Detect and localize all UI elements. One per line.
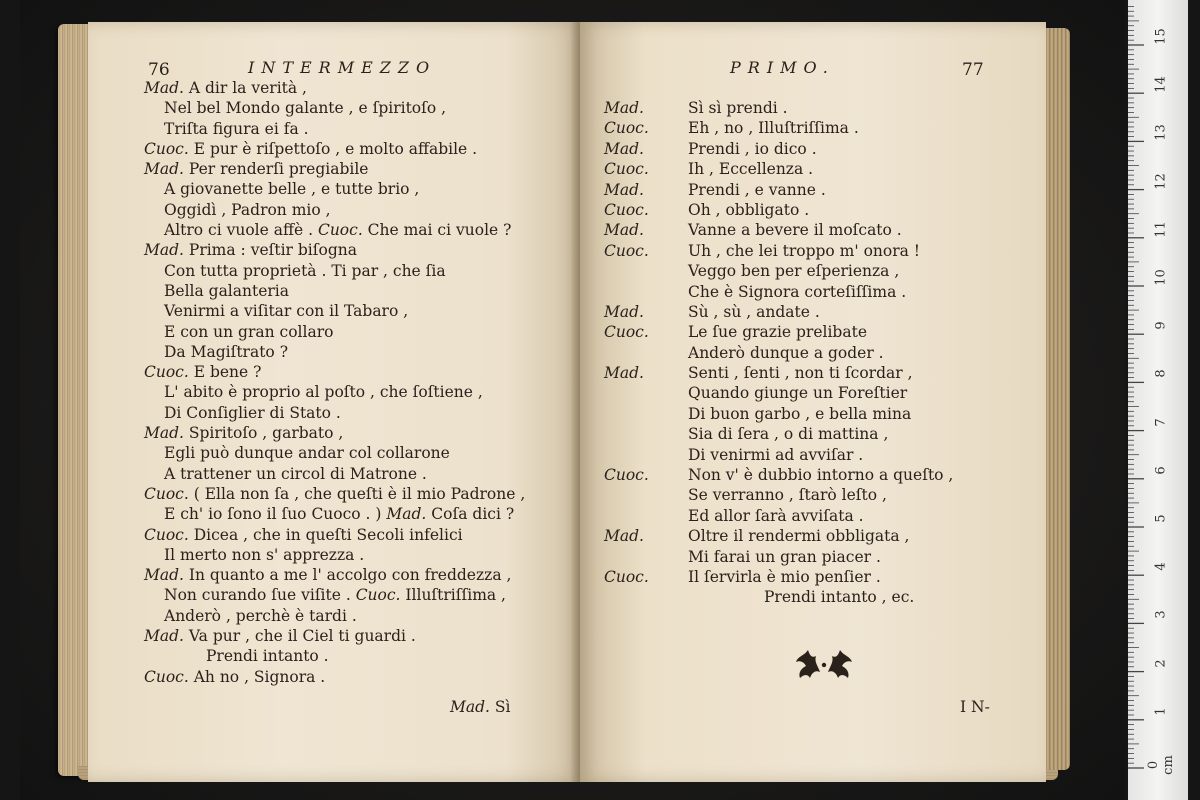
text-line bbox=[144, 585, 525, 605]
verse-text: Eh , no , Illuſtriſſima . bbox=[688, 119, 859, 138]
speaker-label: Cuoc. bbox=[604, 466, 649, 485]
text-line bbox=[144, 464, 525, 484]
verse-text: Dicea , che in queſti Secoli infelici bbox=[193, 525, 463, 544]
text-line bbox=[144, 403, 525, 423]
text-line bbox=[604, 139, 1034, 159]
verse-text: Prendi intanto . bbox=[206, 647, 329, 666]
verse-text: Di Conſiglier di Stato . bbox=[164, 403, 341, 422]
text-line bbox=[144, 565, 525, 585]
verse-text: Che mai ci vuole ? bbox=[367, 221, 512, 240]
verse-text: Le ſue grazie prelibate bbox=[688, 323, 867, 342]
speaker-label: Cuoc. bbox=[313, 221, 368, 240]
text-line bbox=[604, 200, 1034, 220]
text-line bbox=[144, 423, 525, 443]
page-edges-right bbox=[1046, 28, 1070, 770]
left-page-text bbox=[144, 78, 525, 687]
ruler-label: 7 bbox=[1153, 417, 1169, 427]
text-line bbox=[144, 545, 525, 565]
text-line bbox=[144, 139, 525, 159]
text-line bbox=[144, 504, 525, 524]
verse-text: Oh , obbligato . bbox=[688, 200, 810, 219]
verse-text: Uh , che lei troppo m' onora ! bbox=[688, 241, 921, 260]
verse-text: Oltre il rendermi obbligata , bbox=[688, 527, 910, 546]
ruler-label: 2 bbox=[1153, 658, 1169, 668]
text-line bbox=[604, 547, 1034, 567]
verse-text: Di venirmi ad avviſar . bbox=[688, 445, 864, 464]
ruler-label: 12 bbox=[1153, 172, 1169, 190]
verse-text: Sù , sù , andate . bbox=[688, 302, 820, 321]
speaker-label: Mad. bbox=[144, 627, 189, 646]
text-line bbox=[604, 465, 1034, 485]
verse-text: Ed allor ſarà avviſata . bbox=[688, 506, 864, 525]
text-line bbox=[144, 179, 525, 199]
verse-text: A trattener un circol di Matrone . bbox=[164, 464, 427, 483]
left-catchword bbox=[450, 698, 510, 716]
text-line bbox=[144, 443, 525, 463]
verse-text: Anderò dunque a goder . bbox=[688, 343, 884, 362]
speaker-label: Mad. bbox=[144, 160, 189, 179]
verse-text: Non curando ſue viſite . bbox=[164, 586, 351, 605]
text-line bbox=[144, 261, 525, 281]
speaker-label: Cuoc. bbox=[144, 484, 194, 503]
speaker-label: Cuoc. bbox=[604, 200, 649, 219]
verse-text: In quanto a me l' accolgo con freddezza , bbox=[188, 566, 512, 585]
verse-text: E ch' io ſono il ſuo Cuoco . ) bbox=[164, 505, 382, 524]
open-book bbox=[58, 14, 1070, 784]
text-line bbox=[604, 424, 1034, 444]
verse-text: Il merto non s' apprezza . bbox=[164, 545, 365, 564]
speaker-label: Mad. bbox=[604, 139, 644, 158]
verse-text: E pur è riſpettoſo , e molto affabile . bbox=[193, 139, 478, 158]
verse-text: Se verranno , ſtarò leſto , bbox=[688, 486, 887, 505]
verse-text: Mi farai un gran piacer . bbox=[688, 547, 881, 566]
ruler-label: 6 bbox=[1153, 466, 1169, 475]
ruler-label: 13 bbox=[1153, 124, 1169, 142]
speaker-label: Cuoc. bbox=[144, 363, 194, 382]
speaker-label: Cuoc. bbox=[350, 586, 406, 605]
text-line bbox=[144, 525, 525, 545]
speaker-label: Mad. bbox=[144, 79, 189, 97]
text-line bbox=[144, 646, 525, 666]
speaker-label: Cuoc. bbox=[144, 139, 194, 158]
verse-text: A giovanette belle , e tutte brio , bbox=[164, 180, 420, 199]
text-line bbox=[144, 342, 525, 362]
verse-text: Ah no , Signora . bbox=[193, 667, 326, 686]
text-line bbox=[144, 159, 525, 179]
text-line bbox=[604, 302, 1034, 322]
verse-text: Che è Signora corteſiſſima . bbox=[688, 282, 907, 301]
verse-text: Vanne a bevere il moſcato . bbox=[688, 221, 902, 240]
text-line bbox=[144, 667, 525, 687]
speaker-label: Mad. bbox=[604, 99, 644, 117]
ruler-label: 11 bbox=[1153, 221, 1169, 238]
speaker-label: Cuoc. bbox=[604, 119, 649, 138]
verse-text: Il ſervirla è mio penſier . bbox=[688, 567, 881, 586]
text-line bbox=[604, 220, 1034, 240]
speaker-label: Mad. bbox=[144, 566, 189, 585]
ruler-label: 9 bbox=[1153, 321, 1169, 330]
text-line bbox=[144, 626, 525, 646]
left-page-number: 76 bbox=[148, 60, 170, 80]
text-line bbox=[604, 383, 1034, 403]
text-line bbox=[604, 587, 1034, 607]
verse-text: Quando giunge un Foreſtier bbox=[688, 384, 908, 403]
text-line bbox=[604, 445, 1034, 465]
speaker-label: Mad. bbox=[604, 364, 644, 383]
speaker-label: Mad. bbox=[604, 302, 644, 321]
verse-text: Coſa dici ? bbox=[431, 505, 515, 524]
speaker-label: Cuoc. bbox=[604, 323, 649, 342]
speaker-label: Cuoc. bbox=[144, 667, 194, 686]
verse-text: A dir la verità , bbox=[188, 79, 307, 97]
speaker-label: Cuoc. bbox=[604, 567, 649, 586]
ruler-label: 5 bbox=[1153, 514, 1169, 523]
text-line bbox=[604, 159, 1034, 179]
verse-text: Altro ci vuole affè . bbox=[164, 221, 314, 240]
text-line bbox=[604, 485, 1034, 505]
text-line bbox=[604, 567, 1034, 587]
text-line bbox=[144, 606, 525, 626]
ruler-label: 14 bbox=[1153, 76, 1169, 93]
verse-text: Sì sì prendi . bbox=[688, 99, 788, 117]
verse-text: Prendi , io dico . bbox=[688, 139, 817, 158]
verse-text: E bene ? bbox=[193, 363, 262, 382]
verse-text: Prendi , e vanne . bbox=[688, 180, 826, 199]
verse-text: Illuſtriſſima , bbox=[405, 586, 506, 605]
text-line bbox=[144, 240, 525, 260]
text-line bbox=[144, 382, 525, 402]
text-line bbox=[144, 200, 525, 220]
verse-text: Prima : veſtir biſogna bbox=[188, 241, 357, 260]
text-line bbox=[604, 282, 1034, 302]
text-line bbox=[604, 343, 1034, 363]
speaker-label: Cuoc. bbox=[144, 525, 194, 544]
text-line bbox=[144, 119, 525, 139]
speaker-label: Mad. bbox=[144, 241, 189, 260]
verse-text: Va pur , che il Ciel ti guardi . bbox=[188, 627, 416, 646]
speaker-label: Mad. bbox=[604, 221, 644, 240]
verse-text: Veggo ben per eſperienza , bbox=[688, 262, 900, 281]
right-page-text bbox=[604, 98, 1034, 608]
verse-text: Triſta figura ei fa . bbox=[164, 119, 309, 138]
text-line bbox=[604, 241, 1034, 261]
verse-text: Sia di ſera , o di mattina , bbox=[688, 425, 889, 444]
ruler-label: 1 bbox=[1153, 707, 1169, 716]
verse-text: Oggidì , Padron mio , bbox=[164, 200, 331, 219]
verse-text: Per renderſi pregiabile bbox=[188, 160, 369, 179]
speaker-label: Mad. bbox=[604, 527, 644, 546]
left-running-head: INTERMEZZO bbox=[248, 58, 437, 77]
measuring-ruler bbox=[1128, 0, 1188, 800]
verse-text: Con tutta proprietà . Ti par , che ſia bbox=[164, 261, 446, 280]
verse-text: Bella galanteria bbox=[164, 281, 289, 300]
right-page-number: 77 bbox=[962, 60, 984, 80]
catchword-text: Sì bbox=[494, 698, 511, 716]
left-page bbox=[88, 22, 580, 782]
text-line bbox=[144, 301, 525, 321]
verse-text: Venirmi a viſitar con il Tabaro , bbox=[164, 302, 409, 321]
catchword-speaker: Mad. bbox=[450, 698, 490, 716]
text-line bbox=[604, 322, 1034, 342]
speaker-label: Cuoc. bbox=[604, 160, 649, 179]
speaker-label: Mad. bbox=[381, 505, 432, 524]
text-line bbox=[144, 281, 525, 301]
speaker-label: Mad. bbox=[144, 424, 189, 443]
verse-text: Non v' è dubbio intorno a queſto , bbox=[688, 466, 954, 485]
verse-text: Anderò , perchè è tardi . bbox=[164, 606, 357, 625]
verse-text: ( Ella non ſa , che queſti è il mio Padrone , bbox=[193, 484, 526, 503]
text-line bbox=[604, 506, 1034, 526]
text-line bbox=[604, 404, 1034, 424]
text-line bbox=[144, 78, 525, 98]
verse-text: Di buon garbo , e bella mina bbox=[688, 404, 912, 423]
verse-text: Spiritoſo , garbato , bbox=[188, 424, 344, 443]
verse-text: Ih , Eccellenza . bbox=[688, 160, 814, 179]
right-page bbox=[580, 22, 1046, 782]
verse-text: Senti , ſenti , non ti ſcordar , bbox=[688, 364, 913, 383]
verse-text: Nel bel Mondo galante , e ſpiritoſo , bbox=[164, 99, 447, 118]
verse-text: L' abito è proprio al poſto , che ſoſtiene , bbox=[164, 383, 483, 402]
verse-text: Da Magiſtrato ? bbox=[164, 342, 288, 361]
ruler-label: 4 bbox=[1153, 562, 1169, 571]
ruler-label: 15 bbox=[1153, 28, 1169, 45]
speaker-label: Cuoc. bbox=[604, 241, 649, 260]
text-line bbox=[144, 220, 525, 240]
ruler-label: 10 bbox=[1153, 269, 1169, 286]
text-line bbox=[604, 363, 1034, 383]
verse-text: Egli può dunque andar col collarone bbox=[164, 444, 450, 463]
ruler-label: 8 bbox=[1153, 369, 1169, 379]
text-line bbox=[604, 180, 1034, 200]
text-line bbox=[604, 98, 1034, 118]
text-line bbox=[604, 118, 1034, 138]
text-line bbox=[144, 362, 525, 382]
verse-text: E con un gran collaro bbox=[164, 322, 334, 341]
text-line bbox=[144, 322, 525, 342]
speaker-label: Mad. bbox=[604, 180, 644, 199]
fleuron-ornament-icon bbox=[792, 646, 856, 684]
text-line bbox=[144, 484, 525, 504]
right-catchword: I N- bbox=[960, 698, 990, 716]
verse-text: Prendi intanto , ec. bbox=[764, 588, 915, 607]
text-line bbox=[604, 261, 1034, 281]
text-line bbox=[144, 98, 525, 118]
text-line bbox=[604, 526, 1034, 546]
right-running-head: PRIMO. bbox=[730, 58, 835, 77]
ruler-label: 0 cm bbox=[1146, 755, 1176, 775]
ruler-label: 3 bbox=[1153, 610, 1169, 620]
